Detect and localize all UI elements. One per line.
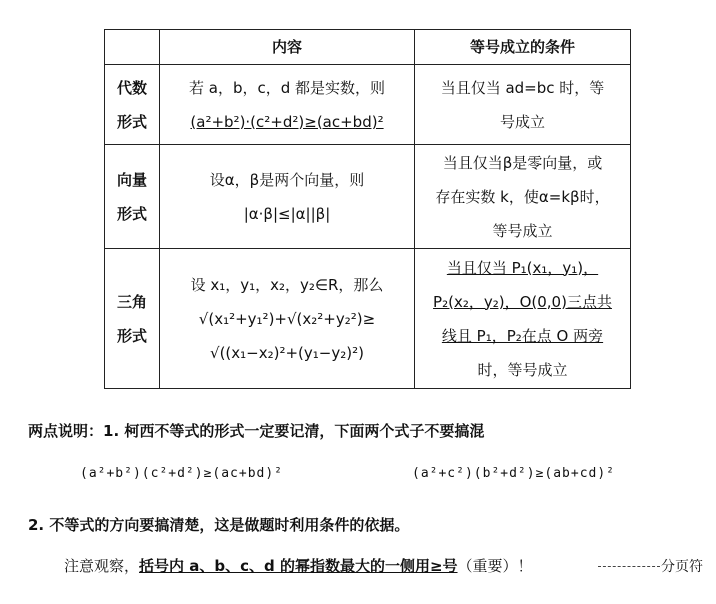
- formula-correct: (a²+b²)(c²+d²)≥(ac+bd)²: [80, 466, 284, 481]
- condition-trig: [415, 249, 631, 389]
- cauchy-inequality-table: [104, 29, 631, 389]
- condition-line: 当且仅当 ad=bc 时，等: [440, 78, 605, 97]
- table-row-algebraic: [105, 65, 631, 145]
- condition-line: 时，等号成立: [477, 360, 568, 379]
- condition-vector: [415, 145, 631, 249]
- label-line: 代数: [116, 78, 147, 97]
- note-line-3: [64, 555, 533, 576]
- content-line: 若 a，b，c，d 都是实数，则: [188, 78, 386, 97]
- label-line: 形式: [116, 112, 147, 131]
- note-suffix: （重要）！: [457, 557, 533, 575]
- note-emphasis: 括号内 a、b、c、d 的幂指数最大的一侧用≥号: [139, 557, 458, 575]
- content-algebraic: [160, 65, 415, 145]
- header-content: 内容: [160, 30, 415, 65]
- content-formula: (a²+b²)·(c²+d²)≥(ac+bd)²: [190, 112, 384, 131]
- content-trig: [160, 249, 415, 389]
- condition-algebraic: [415, 65, 631, 145]
- condition-line: 线且 P₁，P₂在点 O 两旁: [441, 326, 604, 345]
- condition-line: 等号成立: [492, 221, 553, 240]
- row-label-trig: [105, 249, 160, 389]
- page-break-line: [598, 566, 660, 567]
- row-label-algebraic: [105, 65, 160, 145]
- row-label-vector: [105, 145, 160, 249]
- formula-confusable: (a²+c²)(b²+d²)≥(ab+cd)²: [412, 466, 616, 481]
- label-line: 三角: [116, 292, 147, 311]
- condition-line: P₂(x₂，y₂)，O(0,0)三点共: [433, 292, 612, 311]
- content-formula: √((x₁−x₂)²+(y₁−y₂)²): [210, 343, 364, 362]
- header-blank: [105, 30, 160, 65]
- condition-line: 号成立: [499, 112, 545, 131]
- content-line: 设α，β是两个向量，则: [209, 170, 365, 189]
- content-formula: √(x₁²+y₁²)+√(x₂²+y₂²)≥: [198, 309, 376, 328]
- table-row-vector: [105, 145, 631, 249]
- condition-line: 当且仅当 P₁(x₁，y₁)，: [446, 258, 599, 277]
- content-formula: |α·β|≤|α||β|: [243, 204, 331, 223]
- header-condition: 等号成立的条件: [415, 30, 631, 65]
- content-line: 设 x₁，y₁，x₂，y₂∈R，那么: [190, 275, 384, 294]
- note-line-2: 2. 不等式的方向要搞清楚，这是做题时利用条件的依据。: [28, 516, 410, 534]
- note-prefix: 注意观察，: [64, 557, 140, 575]
- page-break-label: 分页符: [661, 559, 703, 575]
- label-line: 向量: [116, 170, 147, 189]
- label-line: 形式: [116, 204, 147, 223]
- condition-line: 当且仅当β是零向量，或: [442, 153, 603, 172]
- condition-line: 存在实数 k，使α=kβ时，: [435, 187, 610, 206]
- label-line: 形式: [116, 326, 147, 345]
- content-vector: [160, 145, 415, 249]
- table-header-row: [105, 30, 631, 65]
- note-line-1: 两点说明：1. 柯西不等式的形式一定要记清，下面两个式子不要搞混: [28, 422, 485, 440]
- table-row-trig: [105, 249, 631, 389]
